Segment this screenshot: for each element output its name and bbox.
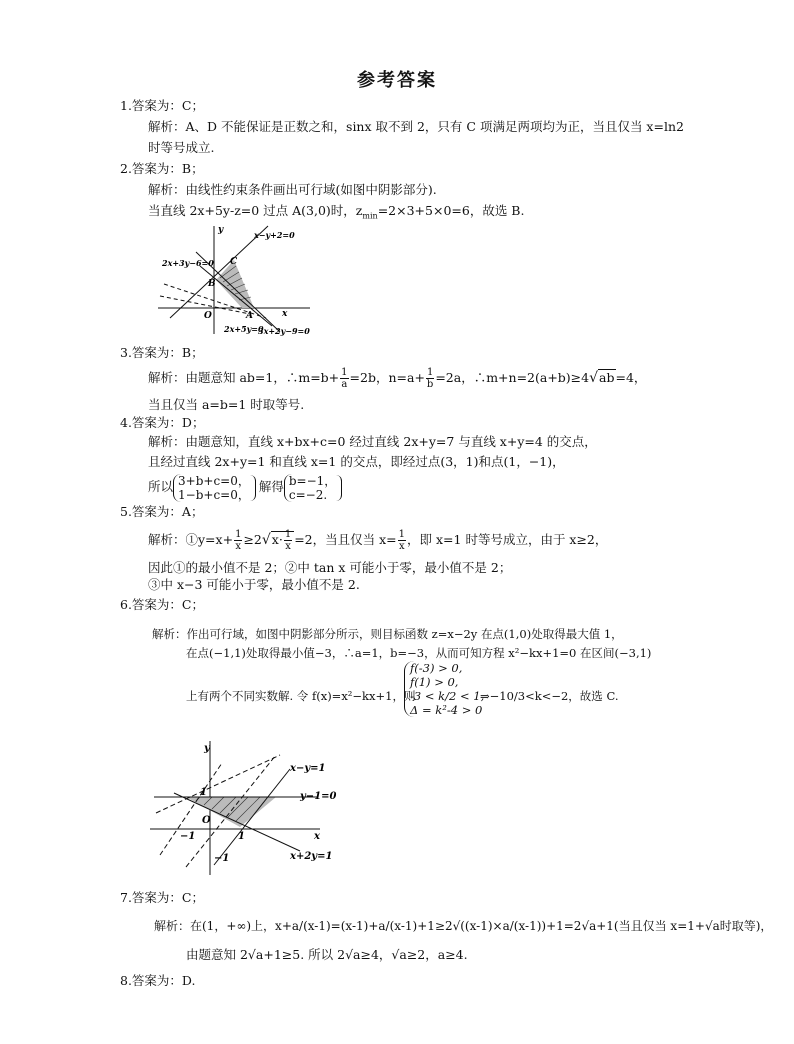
answer-5-line2: 因此①的最小值不是 2；②中 tan x 可能小于零，最小值不是 2； xyxy=(148,560,512,575)
answer-7-head: 7.答案为：C； xyxy=(120,890,204,905)
fig1-point-a: A xyxy=(246,311,253,321)
fig2-x-tick-1: 1 xyxy=(238,831,245,842)
answer-7-line2: 由题意知 2√a+1≥5. 所以 2√a≥4，√a≥2，a≥4. xyxy=(186,947,468,962)
fig2-line-label-3: x+2y=1 xyxy=(290,851,333,862)
answer-2-line2: 当直线 2x+5y-z=0 过点 A(3,0)时，$z_{min}=2\times 3+5\times 0=6$，故选 B. xyxy=(148,203,525,221)
fig2-line-label-1: x−y=1 xyxy=(290,763,326,774)
fig1-point-b: B xyxy=(208,279,216,289)
answer-6-condition-system: f(-3) > 0, f(1) > 0, -3 < k/2 < 1, Δ = k²-4 > 0 xyxy=(404,661,484,717)
answer-4-line2: 且经过直线 2x+y=1 和直线 x=1 的交点，即经过点(3，1)和点(1，−1)， xyxy=(148,454,565,469)
fig1-line-label-3: 2x+5y=0 xyxy=(224,324,264,334)
answer-3-line2: 当且仅当 a=b=1 时取等号. xyxy=(148,397,305,412)
answer-5-line1: 解析：①y=x+ $\frac{1}{x}$ ≥2√x· $\frac{1}{x}$ =2，当且仅当 x= $\frac{1}{x}$ ，即 x=1 时等号成立，由于 x≥2， xyxy=(148,529,608,552)
fig2-y-tick-1: 1 xyxy=(200,787,207,798)
answer-7-line1: 解析：在(1，+∞)上，x+a/(x-1)=(x-1)+a/(x-1)+1≥2√((x-1)×a/(x-1))+1=2√a+1(当且仅当 x=1+√a时取等)， xyxy=(154,919,773,933)
fig1-line-label-4: 3x+2y−9=0 xyxy=(258,326,310,336)
answer-4-line3: 所以 3+b+c=0， 1−b+c=0， 解得 b=−1， c=−2. xyxy=(148,472,345,502)
answer-6-line1: 解析：作出可行域，如图中阴影部分所示，则目标函数 z=x−2y 在点(1,0)处取得最大值 1， xyxy=(152,627,623,641)
answer-1-line2: 时等号成立. xyxy=(148,140,215,155)
answer-5-head: 5.答案为：A； xyxy=(120,504,204,519)
answer-4-head: 4.答案为：D； xyxy=(120,415,205,430)
fig2-line-label-2: y−1=0 xyxy=(300,791,337,802)
answer-6-line2: 在点(−1,1)处取得最小值−3，∴a=1，b=−3，从而可知方程 x²−kx+1=0 在区间(−3,1) xyxy=(186,646,652,660)
fig1-axis-x: x xyxy=(282,309,288,319)
answer-5-line3: ③中 x−3 可能小于零，最小值不是 2. xyxy=(148,577,360,592)
fig2-y-tick-neg1: −1 xyxy=(214,853,230,864)
answer-6-line3: 上有两个不同实数解. 令 f(x)=x²−kx+1，则 xyxy=(186,689,416,703)
fig1-origin: O xyxy=(204,311,212,321)
answer-6-head: 6.答案为：C； xyxy=(120,597,204,612)
fig2-x-tick-neg1: −1 xyxy=(180,831,196,842)
answer-1-head: 1.答案为：C； xyxy=(120,98,204,113)
answer-2-line1: 解析：由线性约束条件画出可行域(如图中阴影部分). xyxy=(148,182,437,197)
fig1-axis-y: y xyxy=(218,225,224,235)
fig1-line-label-1: x−y+2=0 xyxy=(254,230,295,240)
fig2-axis-x: x xyxy=(314,831,320,842)
answer-3-head: 3.答案为：B； xyxy=(120,345,204,360)
answer-8-head: 8.答案为：D. xyxy=(120,973,196,988)
figure-1-feasible-region xyxy=(150,222,320,340)
answer-2-head: 2.答案为：B； xyxy=(120,161,204,176)
fig1-line-label-2: 2x+3y−6=0 xyxy=(162,258,214,268)
answer-1-line1: 解析：A、D 不能保证是正数之和，sinx 取不到 2，只有 C 项满足两项均为正，当且仅当 x=ln2 xyxy=(148,119,684,134)
page-title: 参考答案 xyxy=(357,70,437,91)
answer-4-line1: 解析：由题意知，直线 x+bx+c=0 经过直线 2x+y=7 与直线 x+y=4 的交点， xyxy=(148,434,597,449)
fig2-origin: O xyxy=(202,815,211,826)
fig2-axis-y: y xyxy=(204,743,210,754)
figure-2-feasible-region xyxy=(140,735,340,883)
answer-6-line4: ⇒−10/3<k<−2，故选 C. xyxy=(480,689,619,703)
fig1-point-c: C xyxy=(230,257,238,267)
answer-3-line1: 解析：由题意知 ab=1，∴m=b+ $\frac{1}{a}$ =2b，n=a+ $\frac{1}{b}$ =2a，∴m+n=2(a+b)≥4√ab=4， xyxy=(148,367,647,390)
